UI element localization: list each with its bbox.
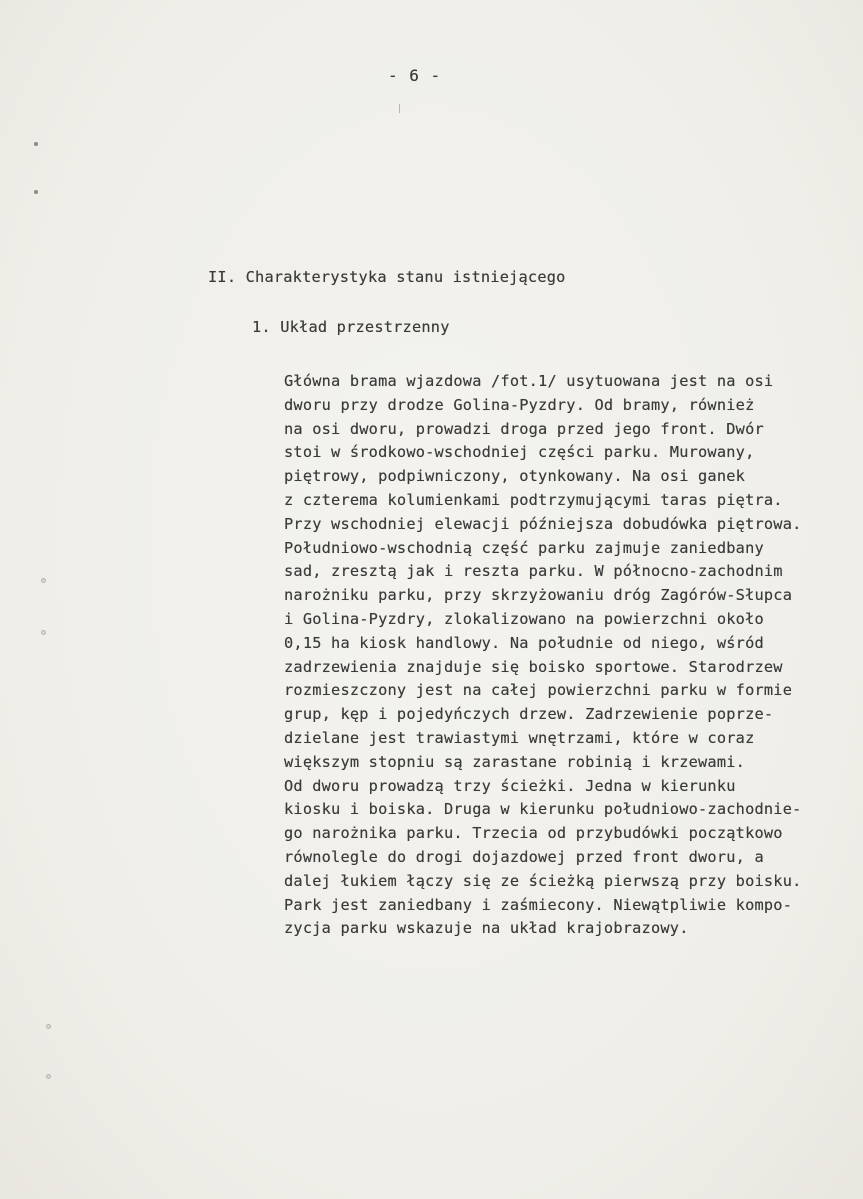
- text-line: Od dworu prowadzą trzy ścieżki. Jedna w kierunku: [284, 776, 736, 795]
- text-line: kiosku i boiska. Druga w kierunku południowo-zachodnie-: [284, 800, 802, 819]
- page-number: - 6 -: [388, 66, 442, 85]
- text-line: grup, kęp i pojedyńczych drzew. Zadrzewienie poprze-: [284, 705, 774, 724]
- text-line: Południowo-wschodnią część parku zajmuje zaniedbany: [284, 538, 764, 557]
- section-heading: II. Charakterystyka stanu istniejącego: [208, 268, 566, 286]
- body-paragraph: [284, 370, 860, 941]
- text-line: i Golina-Pyzdry, zlokalizowano na powierzchni około: [284, 609, 764, 628]
- text-line: narożniku parku, przy skrzyżowaniu dróg Zagórów-Słupca: [284, 586, 793, 605]
- text-line: Przy wschodniej elewacji późniejsza dobudówka piętrowa.: [284, 514, 802, 533]
- text-line: rozmieszczony jest na całej powierzchni parku w formie: [284, 681, 793, 700]
- text-line: stoi w środkowo-wschodniej części parku. Murowany,: [284, 443, 755, 462]
- text-line: dzielane jest trawiastymi wnętrzami, które w coraz: [284, 728, 755, 747]
- text-line: 0,15 ha kiosk handlowy. Na południe od niego, wśród: [284, 633, 764, 652]
- text-line: piętrowy, podpiwniczony, otynkowany. Na osi ganek: [284, 467, 746, 486]
- text-line: Park jest zaniedbany i zaśmiecony. Niewątpliwie kompo-: [284, 895, 793, 914]
- text-line: zadrzewienia znajduje się boisko sportowe. Starodrzew: [284, 657, 783, 676]
- text-line: zycja parku wskazuje na układ krajobrazowy.: [284, 919, 689, 938]
- binding-hole: [41, 578, 46, 583]
- binding-hole: [46, 1024, 51, 1029]
- binding-hole: [34, 142, 38, 146]
- text-line: większym stopniu są zarastane robinią i krzewami.: [284, 752, 746, 771]
- text-line: z czterema kolumienkami podtrzymującymi taras piętra.: [284, 490, 783, 509]
- margin-mark: [399, 104, 400, 113]
- text-line: dalej łukiem łączy się ze ścieżką pierwszą przy boisku.: [284, 871, 802, 890]
- binding-hole: [34, 190, 38, 194]
- text-line: na osi dworu, prowadzi droga przed jego front. Dwór: [284, 419, 764, 438]
- text-line: go narożnika parku. Trzecia od przybudówki początkowo: [284, 824, 783, 843]
- binding-hole: [46, 1074, 51, 1079]
- text-line: Główna brama wjazdowa /fot.1/ usytuowana jest na osi: [284, 372, 774, 390]
- text-line: dworu przy drodze Golina-Pyzdry. Od bramy, również: [284, 395, 755, 414]
- text-line: równolegle do drogi dojazdowej przed front dworu, a: [284, 847, 764, 866]
- binding-hole: [41, 630, 46, 635]
- text-line: sad, zresztą jak i reszta parku. W północno-zachodnim: [284, 562, 783, 581]
- subsection-heading: 1. Układ przestrzenny: [252, 318, 450, 336]
